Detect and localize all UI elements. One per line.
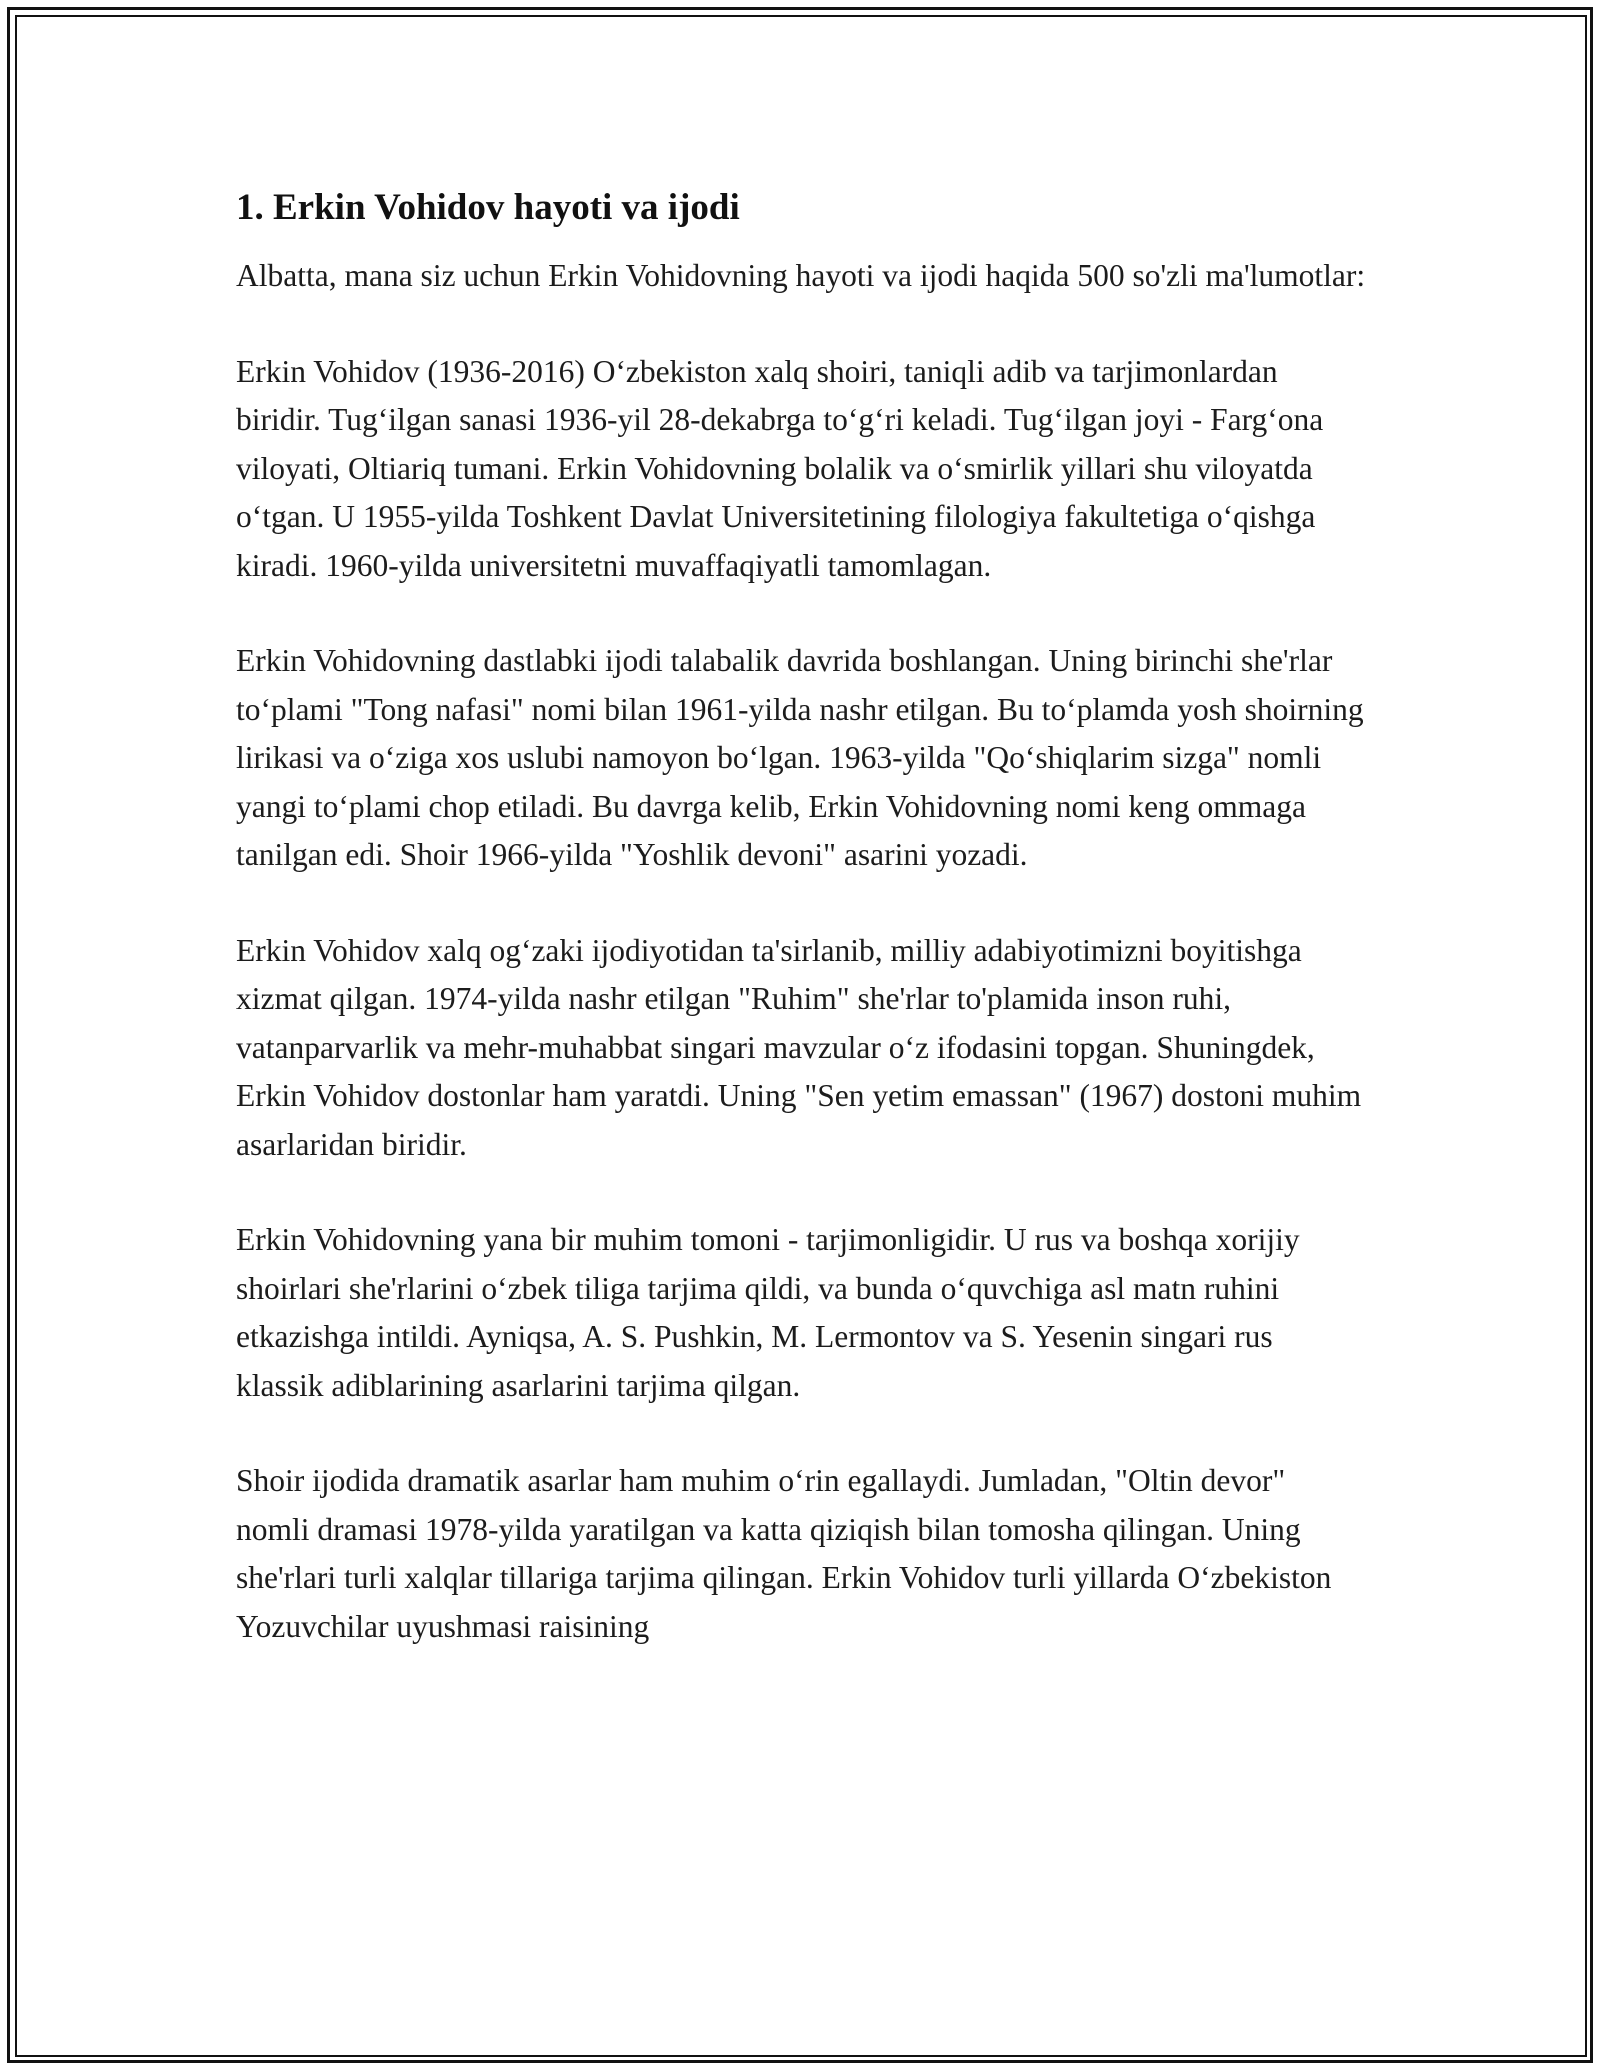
paragraph-biography: Erkin Vohidov (1936-2016) O‘zbekiston xalq shoiri, taniqli adib va tarjimonlardan biridir. Tug‘ilgan sanasi 1936-yil 28-dekabrga to‘g‘ri keladi. Tug‘ilgan joyi - Farg‘ona viloyati, Oltiariq tumani. Erkin Vohidovning bolalik va o‘smirlik yillari shu viloyatda o‘tgan. U 1955-yilda Toshkent Davlat Universitetining filologiya fakultetiga o‘qishga kiradi. 1960-yilda universitetni muvaffaqiyatli tamomlagan. bbox=[236, 353, 1324, 583]
paragraph-drama: Shoir ijodida dramatik asarlar ham muhim o‘rin egallaydi. Jumladan, "Oltin devor" nomli dramasi 1978-yilda yaratilgan va katta qiziqish bilan tomosha qilingan. Uning she'rlari turli xalqlar tillariga tarjima qilingan. Erkin Vohidov turli yillarda O‘zbekiston Yozuvchilar uyushmasi raisining bbox=[236, 1463, 1332, 1644]
paragraph-folk-influence: Erkin Vohidov xalq og‘zaki ijodiyotidan ta'sirlanib, milliy adabiyotimizni boyitishga xizmat qilgan. 1974-yilda nashr etilgan "Ruhim" she'rlar to'plamida inson ruhi, vatanparvarlik va mehr-muhabbat singari mavzular o‘z ifodasini topgan. Shuningdek, Erkin Vohidov dostonlar ham yaratdi. Uning "Sen yetim emassan" (1967) dostoni muhim asarlaridan biridir. bbox=[236, 932, 1362, 1162]
document-body bbox=[236, 184, 1366, 1651]
paragraph-translation: Erkin Vohidovning yana bir muhim tomoni - tarjimonligidir. U rus va boshqa xorijiy shoirlari she'rlarini o‘zbek tiliga tarjima qildi, va bunda o‘quvchiga asl matn ruhini etkazishga intildi. Ayniqsa, A. S. Pushkin, M. Lermontov va S. Yesenin singari rus klassik adiblarining asarlarini tarjima qilgan. bbox=[236, 1222, 1300, 1403]
document-title: 1. Erkin Vohidov hayoti va ijodi bbox=[236, 187, 740, 228]
paragraph-intro: Albatta, mana siz uchun Erkin Vohidovning hayoti va ijodi haqida 500 so'zli ma'lumotlar: bbox=[236, 258, 1366, 293]
paragraph-early-works: Erkin Vohidovning dastlabki ijodi talabalik davrida boshlangan. Uning birinchi she'rlar to‘plami "Tong nafasi" nomi bilan 1961-yilda nashr etilgan. Bu to‘plamda yosh shoirning lirikasi va o‘ziga xos uslubi namoyon bo‘lgan. 1963-yilda "Qo‘shiqlarim sizga" nomli yangi to‘plami chop etiladi. Bu davrga kelib, Erkin Vohidovning nomi keng ommaga tanilgan edi. Shoir 1966-yilda "Yoshlik devoni" asarini yozadi. bbox=[236, 643, 1364, 872]
